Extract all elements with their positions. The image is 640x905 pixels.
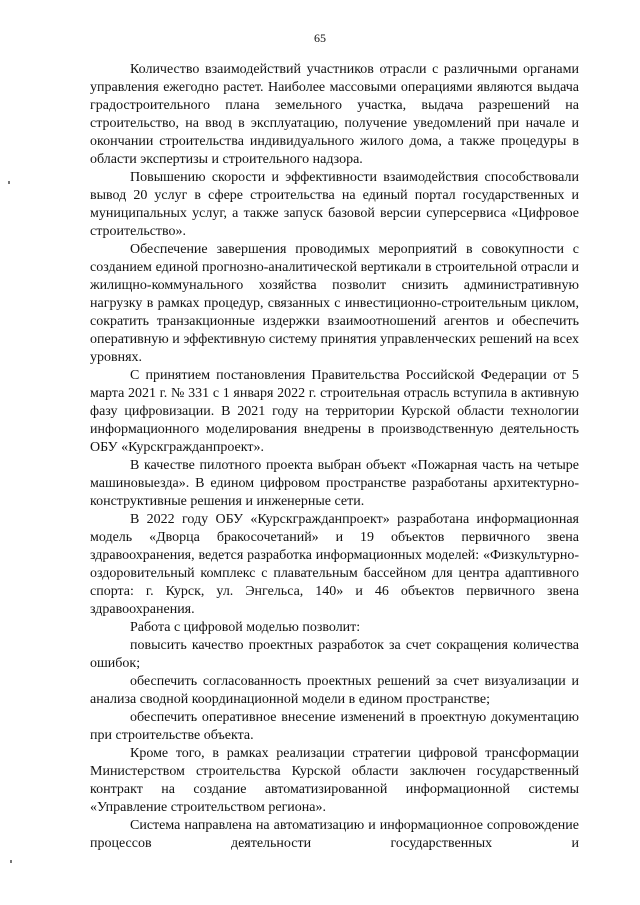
paragraph-interaction-growth: Количество взаимодействий участников отрасли с различными органами управления ежегодно растет. Наиболее массовыми операциями являются выдача градостроительного плана земельного участка, выдача разрешений на строительство, на ввод в эксплуатацию, получение уведомлений при начале и окончании строительства индивидуального жилого дома, а также процедуры в области экспертизы и строительного надзора. — [90, 62, 579, 167]
paragraph-pilot-project: В качестве пилотного проекта выбран объект «Пожарная часть на четыре машиновыезда». В едином цифровом пространстве разработаны архитектурно-конструктивные решения и инженерные сети. — [90, 458, 579, 509]
list-item-quality: повысить качество проектных разработок за счет сокращения количества ошибок; — [90, 638, 579, 671]
paragraph-model-benefits-intro: Работа с цифровой моделью позволит: — [130, 620, 361, 635]
paragraph-digitalization: С принятием постановления Правительства Российской Федерации от 5 марта 2021 г. № 331 с 1 января 2022 г. строительная отрасль вступила в активную фазу цифровизации. В 2021 году на территории Курской области технологии информационного моделирования внедрены в производственную деятельность ОБУ «Курскгражданпроект». — [90, 368, 579, 455]
page-number: 65 — [314, 31, 326, 45]
paragraph-system-purpose: Система направлена на автоматизацию и информационное сопровождение процессов деятельности государственных и — [90, 818, 579, 851]
paragraph-services-portal: Повышению скорости и эффективности взаимодействия способствовали вывод 20 услуг в сфере строительства на единый портал государственных и муниципальных услуг, а также запуск базовой версии суперсервиса «Цифровое строительство». — [90, 170, 579, 239]
list-item-changes: обеспечить оперативное внесение изменений в проектную документацию при строительстве объекта. — [90, 710, 579, 743]
paragraph-state-contract: Кроме того, в рамках реализации стратегии цифровой трансформации Министерством строительства Курской области заключен государственный контракт на создание автоматизированной информационной системы «Управление строительством региона». — [90, 746, 579, 815]
body-text — [90, 61, 579, 853]
scan-speck — [8, 181, 10, 184]
paragraph-2022-models: В 2022 году ОБУ «Курскгражданпроект» разработана информационная модель «Дворца бракосочетаний» и 19 объектов первичного звена здравоохранения, ведется разработка информационных моделей: «Физкультурно-оздоровительный комплекс с плавательным бассейном для центра адаптивного спорта: г. Курск, ул. Энгельса, 140» и 46 объектов первичного звена здравоохранения. — [90, 512, 579, 617]
list-item-consistency: обеспечить согласованность проектных решений за счет визуализации и анализа сводной координационной модели в едином пространстве; — [90, 674, 579, 707]
scan-speck — [10, 860, 12, 863]
paragraph-analytic-vertical: Обеспечение завершения проводимых мероприятий в совокупности с созданием единой прогнозно-аналитической вертикали в строительной отрасли и жилищно-коммунального хозяйства позволит снизить административную нагрузку в рамках процедур, связанных с инвестиционно-строительным циклом, сократить транзакционные издержки взаимоотношений агентов и обеспечить оперативную и эффективную систему принятия управленческих решений на всех уровнях. — [90, 242, 579, 365]
